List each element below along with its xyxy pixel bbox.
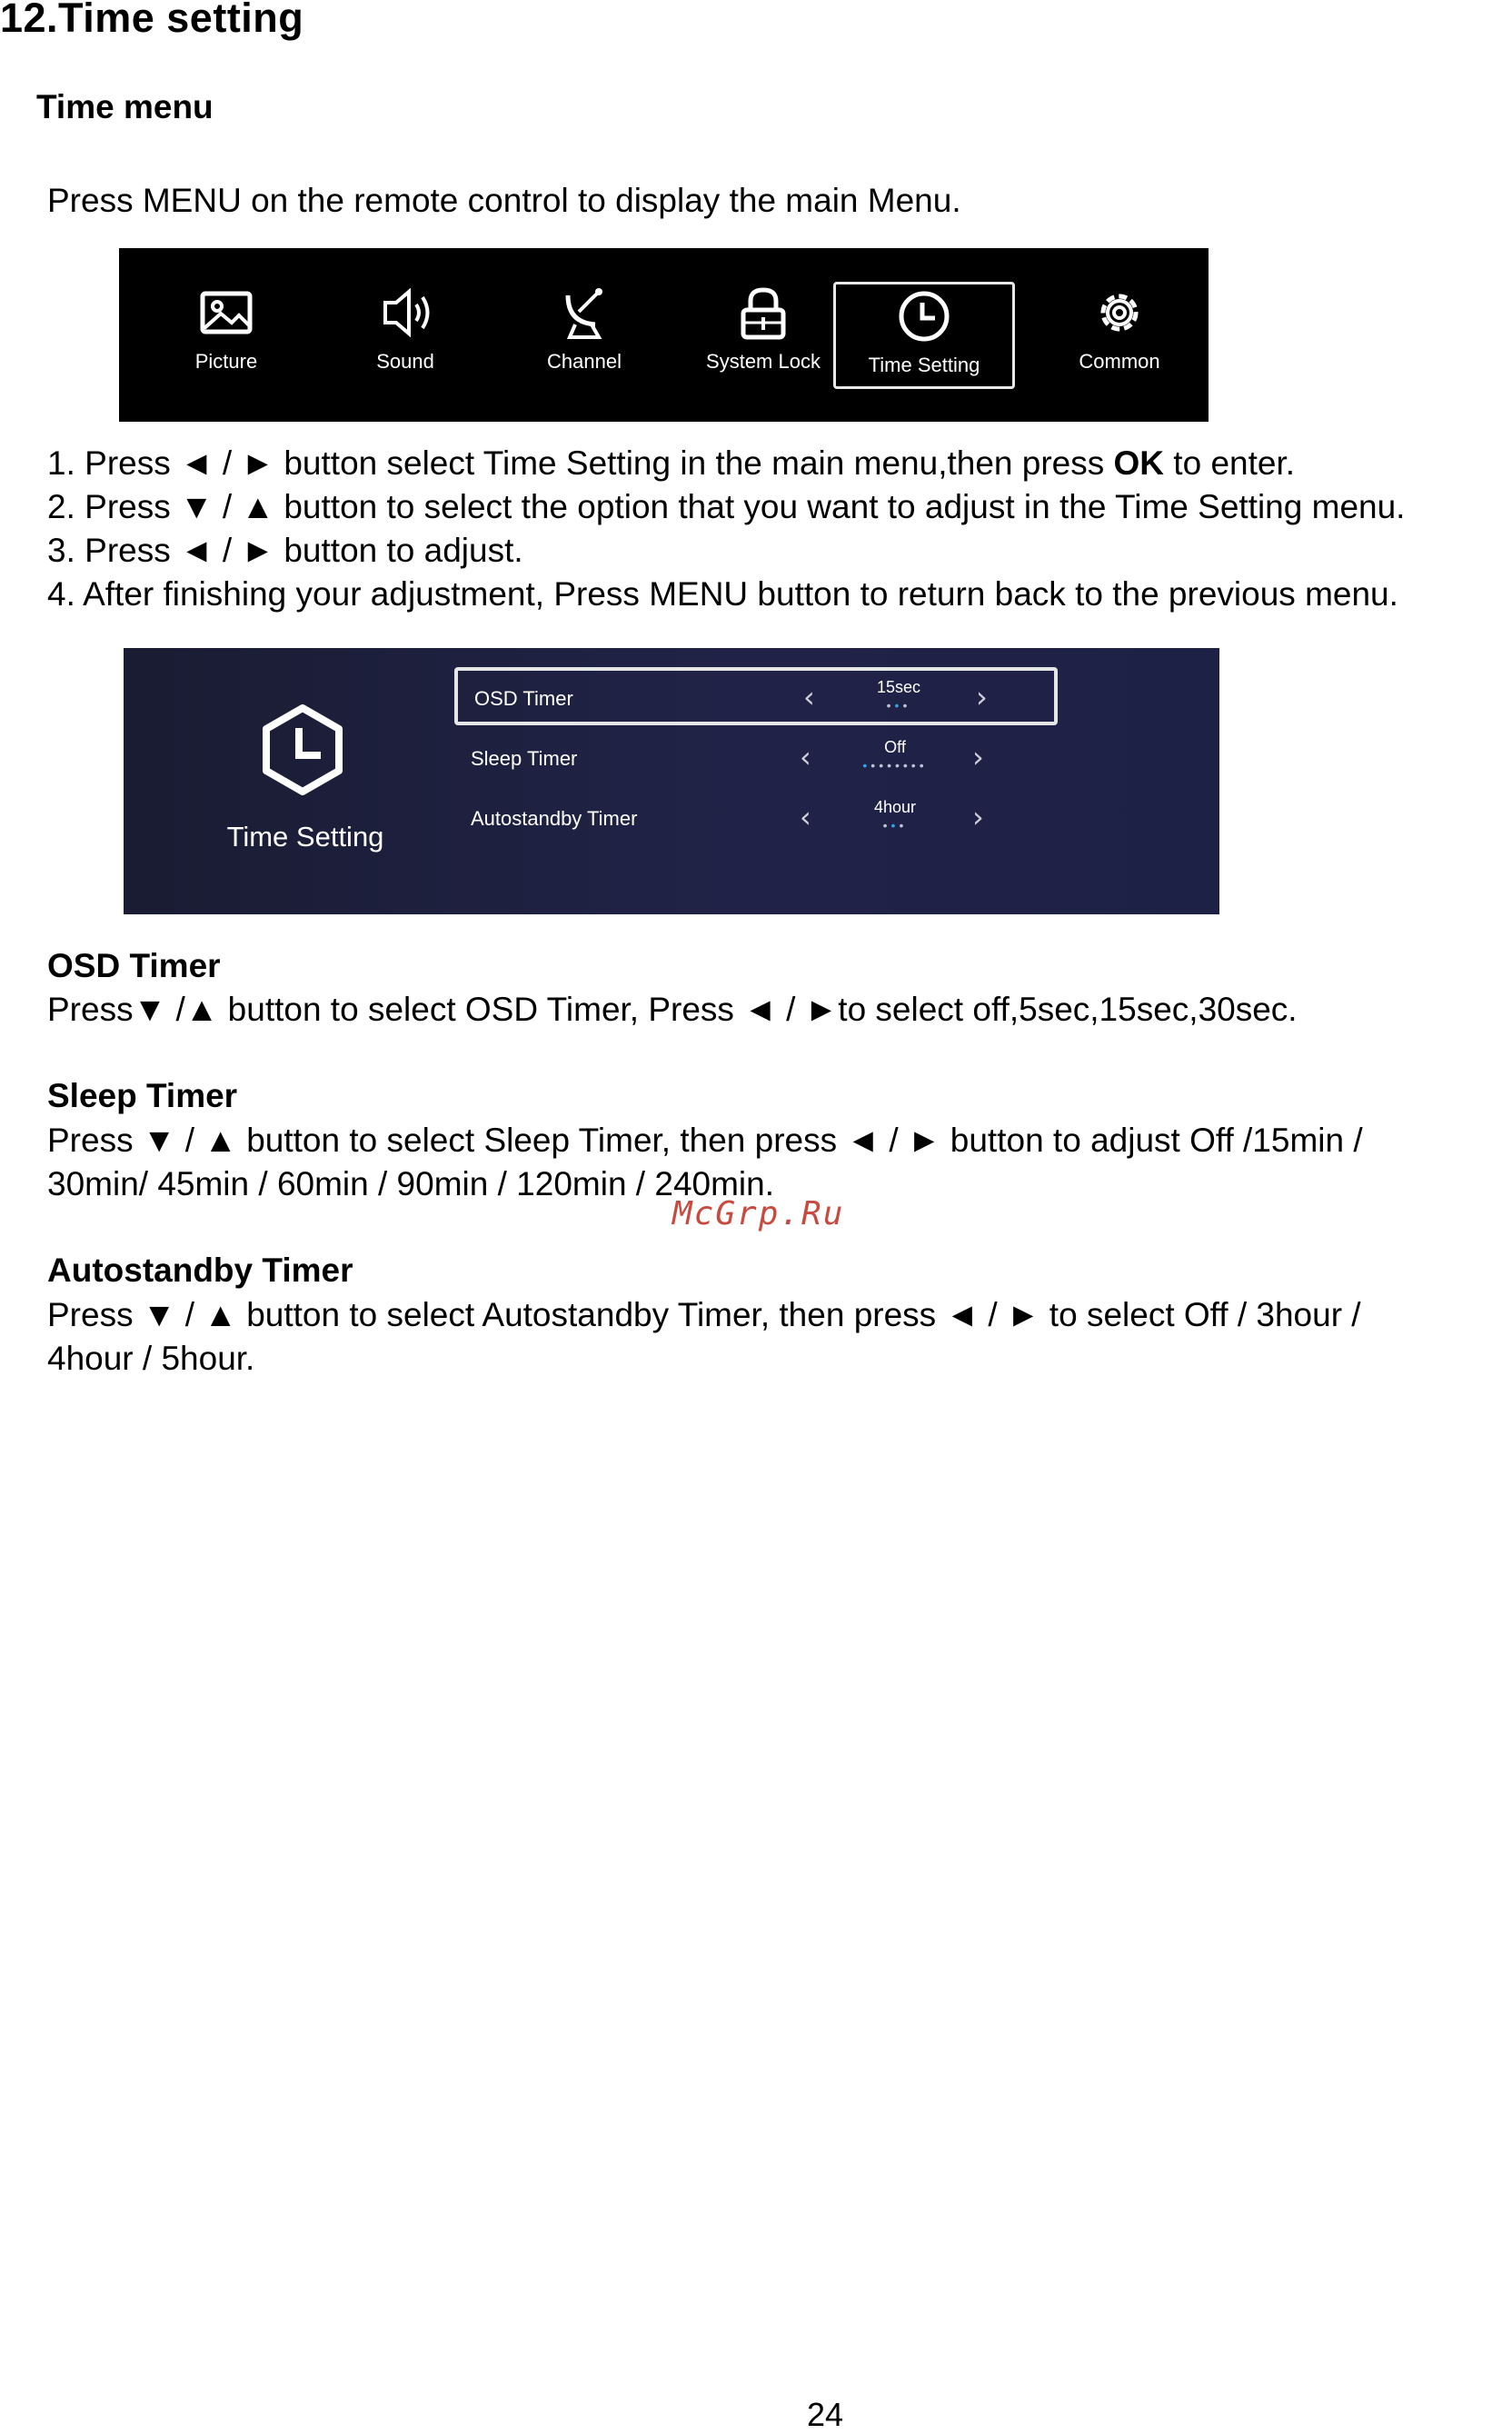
step-2: 2. Press ▼ / ▲ button to select the option that you want to adjust in the Time Setting menu.: [47, 488, 1406, 525]
gear-icon: [1087, 283, 1152, 343]
option-dots: ••••••••: [862, 758, 928, 773]
menu-item-channel[interactable]: [495, 283, 673, 388]
menu-item-label: Common: [1079, 350, 1160, 373]
chevron-right-icon[interactable]: ›: [976, 680, 988, 714]
menu-item-picture[interactable]: [137, 283, 315, 388]
osd-timer-row[interactable]: [454, 667, 1058, 725]
step-3: 3. Press ◄ / ► button to adjust.: [47, 532, 523, 569]
step-4: 4. After finishing your adjustment, Press MENU button to return back to the previous menu.: [47, 575, 1398, 613]
menu-item-label: Picture: [194, 350, 258, 373]
chevron-right-icon[interactable]: ›: [972, 800, 984, 834]
row-value: 15sec: [876, 678, 921, 696]
ok-key-label: OK: [1113, 444, 1165, 482]
osd-timer-heading: OSD Timer: [47, 947, 221, 984]
picture-icon: [194, 283, 259, 343]
step-1-text: 1. Press ◄ / ► button select Time Setting in the main menu,then press: [47, 444, 1114, 482]
row-label: OSD Timer: [474, 687, 573, 710]
chevron-left-icon[interactable]: ‹: [800, 740, 811, 774]
sleep-timer-description: Press ▼ / ▲ button to select Sleep Timer, then press ◄ / ► button to adjust Off /15min /: [47, 1122, 1363, 1159]
row-value: Off: [884, 738, 906, 756]
autostandby-timer-description: Press ▼ / ▲ button to select Autostandby Timer, then press ◄ / ► to select Off / 3hour /: [47, 1296, 1361, 1333]
autostandby-timer-description-cont: 4hour / 5hour.: [47, 1340, 255, 1377]
time-setting-title: Time Setting: [226, 821, 384, 853]
sleep-timer-description-cont: 30min/ 45min / 60min / 90min / 120min / 240min.: [47, 1165, 774, 1202]
lock-icon: [731, 283, 796, 343]
menu-item-system-lock[interactable]: [674, 283, 852, 388]
page-number: 24: [807, 2396, 844, 2433]
sleep-timer-row[interactable]: [454, 731, 1058, 789]
option-dots: •••: [886, 698, 911, 713]
option-dots: •••: [882, 818, 908, 833]
speaker-icon: [373, 283, 438, 343]
watermark: McGrp.Ru: [672, 1195, 845, 1232]
menu-item-sound[interactable]: [316, 283, 494, 388]
row-label: Sleep Timer: [471, 747, 578, 770]
menu-item-label: System Lock: [706, 350, 821, 373]
chevron-left-icon[interactable]: ‹: [800, 800, 811, 834]
menu-item-label: Time Setting: [868, 354, 980, 376]
section-subheading: Time menu: [36, 88, 214, 125]
clock-icon: [257, 704, 348, 795]
page-heading: 12.Time setting: [0, 0, 304, 41]
autostandby-timer-row[interactable]: [454, 791, 1058, 849]
row-label: Autostandby Timer: [471, 807, 638, 830]
menu-item-time-setting[interactable]: [833, 282, 1015, 389]
satellite-dish-icon: [552, 283, 617, 343]
row-value: 4hour: [873, 798, 917, 816]
main-menu-screenshot: [119, 248, 1209, 422]
step-1-text-end: to enter.: [1164, 444, 1296, 482]
sleep-timer-heading: Sleep Timer: [47, 1077, 238, 1114]
chevron-left-icon[interactable]: ‹: [803, 680, 815, 714]
menu-item-common[interactable]: [1030, 283, 1209, 388]
intro-text: Press MENU on the remote control to display the main Menu.: [47, 182, 961, 219]
menu-item-label: Sound: [376, 350, 434, 373]
osd-timer-description: Press▼ /▲ button to select OSD Timer, Press ◄ / ►to select off,5sec,15sec,30sec.: [47, 991, 1298, 1028]
chevron-right-icon[interactable]: ›: [972, 740, 984, 774]
autostandby-timer-heading: Autostandby Timer: [47, 1252, 353, 1289]
step-1: [47, 442, 1295, 485]
menu-item-label: Channel: [547, 350, 622, 373]
time-setting-screenshot: [124, 648, 1219, 914]
clock-icon: [891, 286, 957, 346]
